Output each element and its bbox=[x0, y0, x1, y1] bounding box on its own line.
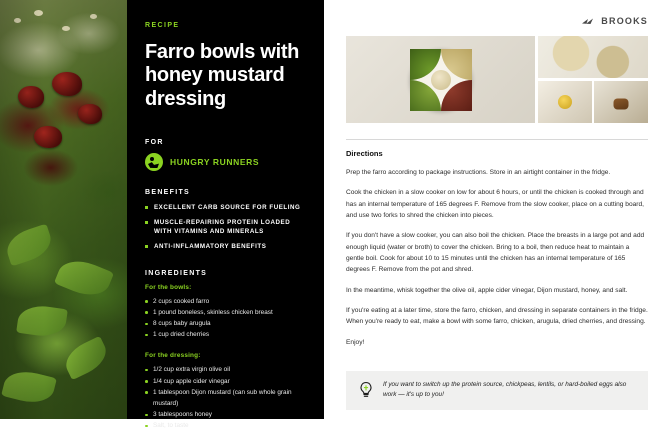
list-item: 1 tablespoon Dijon mustard (can sub whole grain mustard) bbox=[145, 387, 306, 409]
brand-lockup bbox=[346, 14, 648, 28]
list-item: Salt, to taste bbox=[145, 420, 306, 431]
runner-icon bbox=[145, 153, 163, 171]
directions-paragraph: If you're eating at a later time, store the farro, chicken, and dressing in separate containers in the fridge. When you're ready to eat, make a bowl with some farro, chicken, arugula, dried cherries, and dressing. bbox=[346, 306, 648, 326]
directions-section bbox=[346, 139, 648, 348]
list-item: 1 cup dried cherries bbox=[145, 329, 306, 340]
list-item: 8 cups baby arugula bbox=[145, 318, 306, 329]
directions-paragraph: Prep the farro according to package instructions. Store in an airtight container in the fridge. bbox=[346, 169, 611, 176]
list-item: MUSCLE-REPAIRING PROTEIN LOADED WITH VITAMINS AND MINERALS bbox=[145, 218, 306, 237]
tip-callout bbox=[346, 371, 648, 410]
ingredient-group-title: For the dressing: bbox=[145, 352, 201, 360]
ingredients-label: INGREDIENTS bbox=[145, 269, 208, 277]
directions-title: Directions bbox=[346, 149, 383, 158]
gallery-thumb-row bbox=[538, 81, 648, 123]
ingredient-list-dressing bbox=[145, 364, 306, 431]
directions-paragraph: Cook the chicken in a slow cooker on low for about 6 hours, or until the chicken is cooked through and has an internal temperature of 165 degrees F. Remove from the slow cooker, place on a cutting board, and use two forks to shred the chicken into pieces. bbox=[346, 189, 644, 219]
lightbulb-icon bbox=[358, 381, 374, 399]
gallery-thumb-honey bbox=[538, 81, 592, 123]
for-audience-value: HUNGRY RUNNERS bbox=[170, 157, 260, 168]
gallery-main-photo bbox=[346, 36, 535, 123]
for-audience-row bbox=[145, 153, 306, 171]
list-item: 1/2 cup extra virgin olive oil bbox=[145, 364, 306, 375]
directions-paragraph: In the meantime, whisk together the olive oil, apple cider vinegar, Dijon mustard, honey, and salt. bbox=[346, 286, 628, 294]
list-item: 1 pound boneless, skinless chicken breast bbox=[145, 307, 306, 318]
brand-name: BROOKS bbox=[601, 16, 648, 26]
list-item: 1/4 cup apple cider vinegar bbox=[145, 376, 306, 387]
recipe-info-panel bbox=[127, 0, 324, 430]
photo-vignette bbox=[0, 0, 127, 419]
list-item: EXCELLENT CARB SOURCE FOR FUELING bbox=[145, 203, 306, 213]
recipe-eyebrow: RECIPE bbox=[145, 22, 180, 29]
gallery-thumb-mustard bbox=[594, 81, 648, 123]
directions-paragraph: If you don't have a slow cooker, you can also boil the chicken. Place the breasts in a large pot and add enough liquid (water or broth) to cover the chicken. Bring to a boil, then reduce heat to maintain a gentle boil. Cook for about 10 to 15 minutes until the chicken has an internal temperature of 165 degrees F. Remove from the pot and shred. bbox=[346, 232, 645, 274]
list-item: 2 cups cooked farro bbox=[145, 296, 306, 307]
ingredient-list-bowls bbox=[145, 296, 306, 341]
content-column bbox=[324, 0, 670, 419]
directions-paragraph: Enjoy! bbox=[346, 338, 365, 346]
benefits-list bbox=[145, 203, 306, 251]
ingredient-group-title: For the bowls: bbox=[145, 283, 192, 291]
brooks-chevron-icon bbox=[582, 17, 597, 26]
bowl-center-chicken bbox=[431, 70, 451, 90]
hero-food-photo bbox=[0, 0, 127, 419]
tip-text: If you want to switch up the protein source, chickpeas, lentils, or hard-boiled eggs also work — it's up to you! bbox=[383, 380, 627, 399]
for-label: FOR bbox=[145, 139, 164, 147]
bowl-illustration bbox=[410, 49, 472, 111]
list-item: 3 tablespoons honey bbox=[145, 409, 306, 420]
recipe-photo-gallery bbox=[346, 36, 648, 123]
list-item: ANTI-INFLAMMATORY BENEFITS bbox=[145, 242, 306, 252]
page-title: Farro bowls with honey mustard dressing bbox=[145, 41, 300, 110]
benefits-label: BENEFITS bbox=[145, 189, 191, 197]
gallery-thumb-farro bbox=[538, 36, 648, 78]
